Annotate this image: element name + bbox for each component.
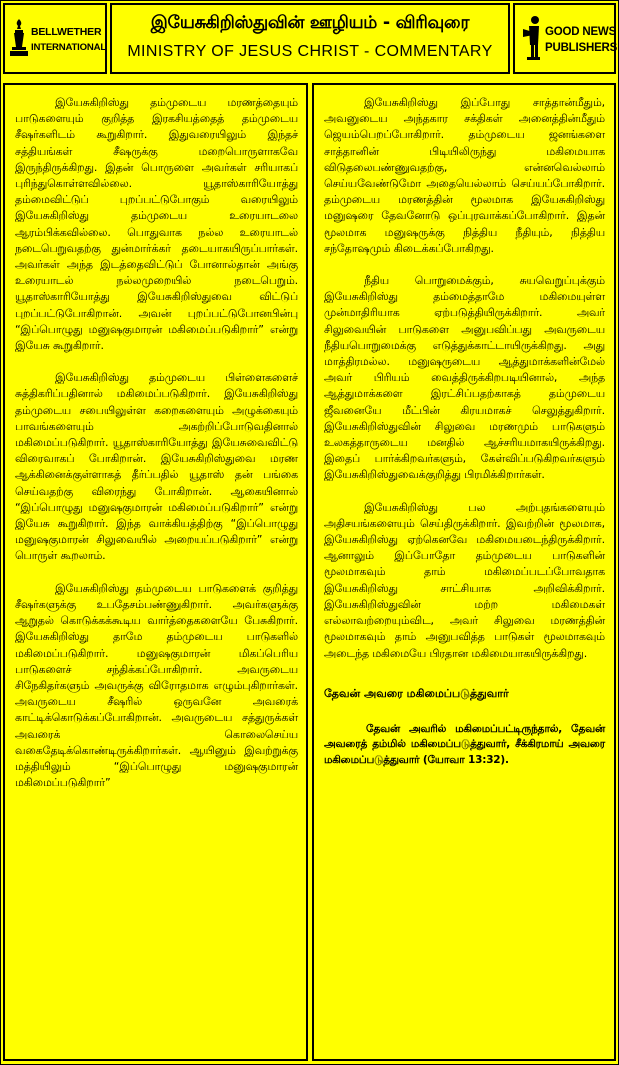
good-news-logo-box <box>513 3 616 74</box>
paragraph: இயேசுகிறிஸ்து தம்முடைய பிள்ளைகளைச் சுத்திகரிப்பதினால் மகிமைப்படுகிறார். இயேசுகிறிஸ்து தம்முடைய சபையிலுள்ள கறைகளையும் அழுக்கையும் பாவங்களையும் அகற்றிப்போடுவதினால் மகிமைப்படுகிறார். யூதாஸ்காரியோத்து இயேசுவைவிட்டு விரைவாகப் போகிறான். இயேசுகிறிஸ்துவை மரண ஆக்கினைக்குள்ளாகத் தீர்ப்பதில் யூதாஸ் தன் பங்கை செய்வதற்கு விரைந்து போகிறான். ஆகையினால் “இப்பொழுது மனுஷகுமாரன் மகிமைப்படுகிறார்” என்று இயேசு கூறுகிறார். இந்த வாக்கியத்திற்கு “இப்பொழுது மனுஷகுமாரன் சிலுவையில் அறையப்படுகிறார்” என்று பொருள் கூறலாம். <box>15 371 298 563</box>
good-news-logo-line2: PUBLISHERS <box>545 42 618 54</box>
scripture-verse: தேவன் அவரில் மகிமைப்பட்டிருந்தால், தேவன் அவரைத் தம்மில் மகிமைப்படுத்துவார், சீக்கிரமாய் அவரை மகிமைப்படுத்துவார் (யோவா 13:32). <box>324 722 605 766</box>
good-news-logo <box>521 15 617 61</box>
lamp-icon <box>9 17 29 59</box>
paragraph: நீதிய பொறுமைக்கும், சுயவெறுப்புக்கும் இயேசுகிறிஸ்து தம்மைத்தாமே மகிமையுள்ள முன்மாதிரியாக ஏற்படுத்தியிருக்கிறார். அவர் சிலுவையின் பாடுகளை அனுபவிப்பது அவருடைய நீதியபொறுமைக்கு எடுத்துக்காட்டாயிருக்கிறது. அது மாத்திரமல்ல. மனுஷருடைய ஆத்துமாக்களின்மேல் அவர் பிரியம் வைத்திருக்கிறபடியினால், அந்த ஆத்துமாக்களை இரட்சிப்பதற்காகத் தம்முடைய ஜீவனையே மீட்பின் கிரயமாகச் செலுத்துகிறார். இயேசுகிறிஸ்துவின் சிலுவை மரணமும் பாடுகளும் உலகத்தாருடைய மனதில் ஆச்சரியமாகயிருக்கிறது. இதைப் பார்க்கிறவர்களும், கேள்விப்படுகிறவர்களும் இயேசுகிறிஸ்துவைக்குறித்து பிரமிக்கிறார்கள். <box>324 274 605 482</box>
bellwether-logo-line2: INTERNATIONAL <box>31 42 107 53</box>
section-subheading: தேவன் அவரை மகிமைப்படுத்துவார் <box>324 686 509 700</box>
right-column <box>312 83 616 1061</box>
page-title-tamil: இயேசுகிறிஸ்துவின் ஊழியம் - விரிவுரை <box>150 13 470 33</box>
left-column <box>3 83 308 1061</box>
good-news-logo-line1: GOOD NEWS <box>545 26 617 38</box>
paragraph: இயேசுகிறிஸ்து பல அற்புதங்களையும் அதிசயங்களையும் செய்திருக்கிறார். இவற்றின் மூலமாக, இயேசுகிறிஸ்து ஏற்கெனவே மகிமையடைந்திருக்கிறார். ஆனாலும் இப்போதோ தம்முடைய பாடுகளின் மூலமாகவும் தாம் மகிமைப்படப்போவதாக இயேசுகிறிஸ்து சாட்சியாக அறிவிக்கிறார். இயேசுகிறிஸ்துவின் மற்ற மகிமைகள் எல்லாவற்றையும்விட, அவர் சிலுவை மரணத்தின் மூலமாகவும் தாம் அனுபவித்த பாடுகள் மூலமாகவும் அடைந்த மகிமையே பிரதான மகிமையாகயிருக்கிறது. <box>324 500 605 660</box>
header <box>1 1 618 78</box>
bellwether-logo <box>9 17 106 59</box>
bellwether-logo-box <box>3 3 107 74</box>
paragraph: இயேசுகிறிஸ்து தம்முடைய பாடுகளைக் குறித்து சீஷர்களுக்கு உபதேசம்பண்ணுகிறார். அவர்களுக்கு ஆறுதல் கொடுக்கக்கூடிய வார்த்தைகளையே பேசுகிறார். இயேசுகிறிஸ்து தாமே தம்முடைய பாடுகளில் மகிமைப்படுகிறார். மனுஷகுமாரன் மிகப்பெரிய பாடுகளைச் சந்திக்கப்போகிறார். அவருடைய சிநேகிதர்களும் அவருக்கு விரோதமாக எழும்புகிறார்கள். அவருடைய சீஷரில் ஒருவனே அவரைக் காட்டிக்கொடுக்கப்போகிறான். அவருடைய சத்துருக்கள் அவரைக் கொலைசெய்ய வகைதேடிக்கொண்டிருக்கிறார்கள். ஆயினும் இவற்றுக்கு மத்தியிலும் “இப்பொழுது மனுஷகுமாரன் மகிமைப்படுகிறார்” <box>15 581 298 790</box>
herald-trumpet-icon <box>521 15 543 61</box>
paragraph: இயேசுகிறிஸ்து இப்போது சாத்தான்மீதும், அவனுடைய அந்தகார சக்திகள் அனைத்தின்மீதும் ஜெயம்பெறப்போகிறார். தம்முடைய ஜனங்களை சாத்தானின் பிடியிலிருந்து மகிமையாக விடுதலைபண்ணுவதற்கு, என்னவெல்லாம் செய்யவேண்டுமோ அதையெல்லாம் செய்யப்போகிறார். தம்முடைய மரணத்தின் மூலமாக இயேசுகிறிஸ்து மனுஷரை தேவனோடு ஒப்புரவாக்கப்போகிறார். இதன் மூலமாக மனுஷருக்கு நித்திய நீதியும், நித்திய சந்தோஷமும் கிடைக்கப்போகிறது. <box>324 96 605 255</box>
page-title-english: MINISTRY OF JESUS CHRIST - COMMENTARY <box>127 43 493 60</box>
paragraph: இயேசுகிறிஸ்து தம்முடைய மரணத்தையும் பாடுகளையும் குறித்த இரகசியத்தைத் தம்முடைய சீஷர்களிடம் கூறுகிறார். இதுவரையிலும் இந்தச் சத்தியங்கள் சீஷருக்கு மறைபொருளாகவே இருந்திருக்கிறது. இதன் பொருளை அவர்கள் சரியாகப் புரிந்துகொள்ளவில்லை. யூதாஸ்காரியோத்து தம்மைவிட்டுப் புறப்பட்டுபோகும் வரையிலும் இயேசுகிறிஸ்து தம்முடைய உரையாடலை ஆரம்பிக்கவில்லை. பொதுவாக நல்ல உரையாடல் நடைபெறுவதற்கு துன்மார்க்கர் தடையாகயிருப்பார்கள். அவர்கள் அந்த இடத்தைவிட்டுப் போனால்தான் அங்கு உரையாடல் நல்லமுறையில் நடைபெறும். யூதாஸ்காரியோத்து இயேசுகிறிஸ்துவை விட்டுப் புறப்பட்டுபோகிறான். அவன் புறப்பட்டுபோனபின்பு “இப்பொழுது மனுஷகுமாரன் மகிமைப்படுகிறார்” என்று இயேசு கூறுகிறார். <box>15 96 298 353</box>
bellwether-logo-line1: BELLWETHER <box>31 26 102 38</box>
title-box <box>110 3 510 74</box>
